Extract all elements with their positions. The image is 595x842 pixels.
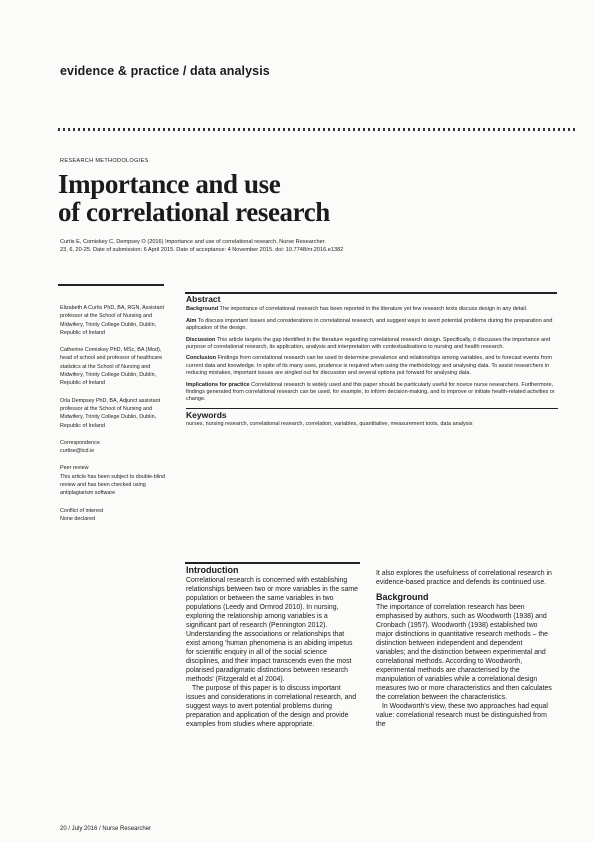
title-line-1: Importance and use (58, 169, 281, 199)
citation-rule (58, 284, 164, 286)
abstract-implications-label: Implications for practice (186, 381, 250, 388)
abstract-rule (185, 292, 557, 294)
abstract (186, 296, 558, 429)
abstract-implications: Correlational research is widely used and this paper should be particularly useful for novice nurse researchers. Furthermore, findings generated from correlational research can be used, for example, to inform decision-making, and to improve or initiate health-related activities or change. (186, 381, 555, 403)
intro-heading: Introduction (186, 565, 239, 575)
second-column (376, 569, 552, 729)
section-header: evidence & practice / data analysis (60, 64, 270, 78)
keywords-rule (186, 408, 558, 409)
col2-p3: In Woodworth's view, these two approaches had equal value: correlational research must be distinguished from the (376, 703, 548, 728)
abstract-discussion: This article targets the gap identified in the literature regarding correlational research design. Specifically, it discusses the importance and purpose of correlational research, its application, analysis and interpretation with contextualisations to nursing and health research. (186, 336, 551, 351)
peer-review-text: This article has been subject to double-blind review and has been checked using antiplagiarism software (60, 473, 166, 497)
keywords-heading: Keywords (186, 410, 227, 421)
col2-p2: The importance of correlation research has been emphasised by authors, such as Woodworth (1938) and Cronbach (1957). Woodworth (1938) established two major distinctions in quantitative research methods – the distinction between independent and dependent variables; and the distinction between experimental and correlational methods. According to Woodworth, experimental methods are characterised by the manipulation of variables while a correlational design measures two or more characteristics and then calculates the correlation between the characteristics. (376, 604, 552, 701)
abstract-conclusion: Findings from correlational research can be used to determine prevalence and relationships among variables, and to forecast events from current data and knowledge. In spite of its many uses, prudence is required when using the methodology and analysing data. To assist researchers in reducing mistakes, important issues are singled out for discussion and several options put forward for analysing data. (186, 355, 552, 377)
title-line-2: of correlational research (58, 197, 330, 227)
abstract-aim: To discuss important issues and considerations in correlational research, and suggest ways to avert potential problems during the preparation and application of the design. (186, 317, 553, 332)
author-3: Orla Dempsey PhD, BA, Adjunct assistant professor at the School of Nursing and Midwifery, Trinity College Dublin, Dublin, Republic of Ireland (60, 397, 161, 429)
article-kicker: RESEARCH METHODOLOGIES (60, 158, 149, 164)
conflict-label: Conflict of interest (60, 507, 104, 514)
keywords-text: nurses, nursing research, correlational research, correlation, variables, quantitative, measurement tools, data analysis (186, 421, 473, 428)
citation-line-1: Curtis E, Comiskey C, Dempsey O (2016) Importance and use of correlational research. Nurse Researcher. (60, 239, 326, 245)
conflict-text: None declared (60, 515, 96, 522)
page-footer: 20 / July 2016 / Nurse Researcher (60, 826, 152, 832)
author-1: Elizabeth A Curtis PhD, BA, RGN, Assistant professor at the School of Nursing and Midwifery, Trinity College Dublin, Dublin, Republic of Ireland (60, 305, 164, 336)
citation-line-2: 23, 6, 20-25. Date of submission: 6 April 2015. Date of acceptance: 4 November 2015. doi: 10.7748/nr.2016.e1382 (60, 247, 344, 254)
peer-review-label: Peer review (60, 465, 89, 472)
abstract-background: The importance of correlational research has been reported in the literature yet few research texts discuss design in any detail. (219, 306, 528, 313)
author-2: Catherine Comiskey PhD, MSc, BA (Mod), head of school and professor of healthcare statistics at the School of Nursing and Midwifery, Trinity College Dublin, Dublin, Republic of Ireland (60, 347, 163, 387)
abstract-discussion-label: Discussion (186, 336, 216, 343)
article-title (58, 170, 330, 226)
background-heading: Background (376, 592, 429, 602)
citation (60, 238, 580, 255)
correspondence-email[interactable]: curtise@tcd.ie (60, 448, 95, 455)
intro-column (186, 566, 358, 729)
col2-p1: It also explores the usefulness of correlational research in evidence-based practice and defends its continued use. (376, 570, 552, 586)
intro-rule (185, 562, 360, 564)
intro-p1: Correlational research is concerned with establishing relationships between two or more variables in the same population or between the same variables in two populations (Leedy and Ormrod 2010). In nursing, exploring the relationship among variables is a significant part of research (Pennington 2012). Understanding the associations or relationships that exist among 'human phenomena is an abiding impetus for scientific enquiry in all of the social science disciplines, and their impact transcends even the most polarised paradigmatic distinctions between research methods' (Fitzgerald et al 2004). (186, 577, 358, 683)
header-rule (58, 128, 578, 131)
intro-p2: The purpose of this paper is to discuss important issues and considerations in correlational research, and suggest ways to avert potential problems during preparation and application of the design and provide examples from studies where appropriate. (186, 685, 357, 728)
author-sidebar (60, 304, 168, 532)
correspondence-label: Correspondence (60, 439, 100, 446)
abstract-conclusion-label: Conclusion (186, 355, 216, 362)
abstract-background-label: Background (186, 306, 219, 313)
abstract-heading: Abstract (186, 294, 221, 304)
abstract-aim-label: Aim (186, 317, 197, 324)
